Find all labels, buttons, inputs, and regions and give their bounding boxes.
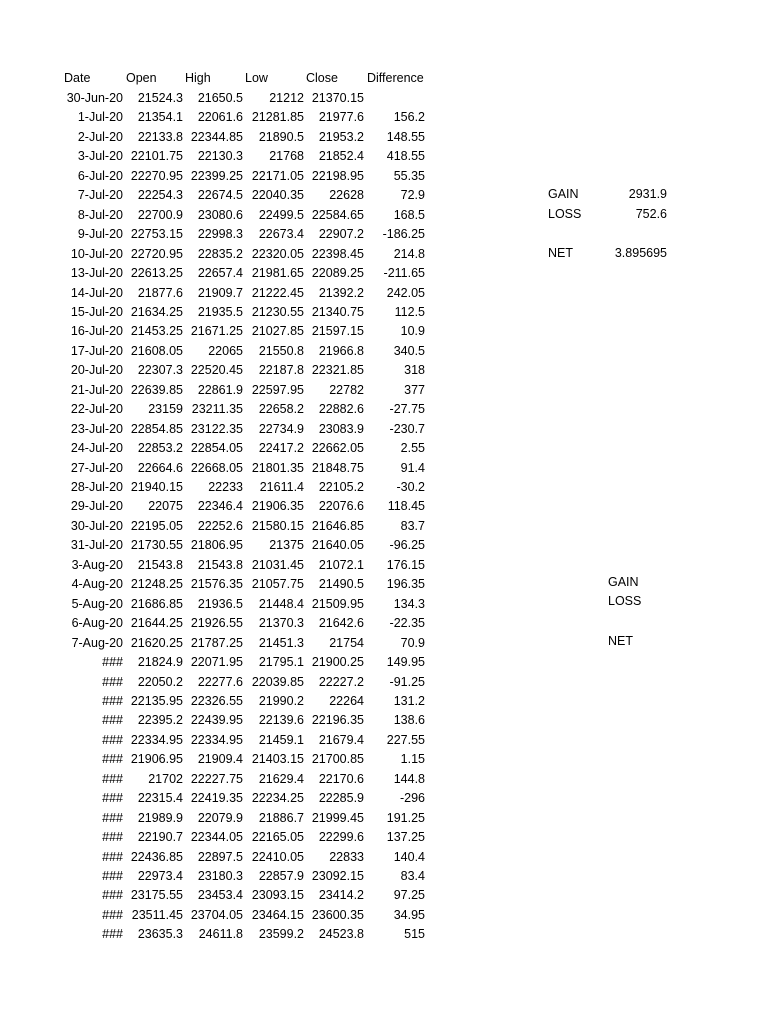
high-cell: 22277.6 (197, 674, 243, 689)
low-cell: 22499.5 (258, 207, 304, 222)
loss-label: LOSS (548, 207, 582, 221)
close-cell: 23092.15 (311, 869, 364, 883)
open-cell: 21877.6 (137, 285, 183, 300)
difference-cell: 148.55 (386, 129, 425, 144)
open-cell: 22664.6 (137, 460, 183, 475)
date-cell: ### (102, 752, 123, 767)
difference-cell: 83.7 (400, 518, 425, 533)
high-cell: 22854.05 (190, 441, 243, 456)
close-cell: 21700.85 (311, 752, 364, 767)
date-cell: 24-Jul-20 (70, 441, 123, 456)
open-cell: 21634.25 (130, 304, 183, 319)
low-cell: 21550.8 (258, 343, 304, 358)
close-cell: 22285.9 (318, 791, 364, 806)
high-cell: 22998.3 (197, 227, 243, 242)
high-cell: 22344.05 (190, 830, 243, 845)
close-cell: 21848.75 (311, 460, 364, 475)
close-cell: 22398.45 (311, 246, 364, 261)
difference-cell: 91.4 (400, 460, 425, 475)
open-cell: 21906.95 (130, 752, 183, 767)
close-cell: 23083.9 (318, 421, 364, 436)
date-cell: 3-Aug-20 (71, 557, 123, 572)
open-cell: 21686.85 (130, 596, 183, 611)
low-cell: 21031.45 (251, 557, 304, 572)
low-cell: 23093.15 (251, 888, 304, 903)
difference-cell: 112.5 (394, 304, 425, 319)
low-cell: 21448.4 (258, 596, 304, 611)
close-cell: 24523.8 (318, 927, 364, 942)
date-cell: 22-Jul-20 (70, 402, 123, 417)
close-cell: 21977.6 (318, 110, 364, 125)
open-cell: 23159 (148, 402, 183, 417)
high-cell: 21650.5 (197, 91, 243, 105)
difference-cell: 10.9 (400, 324, 425, 339)
col-header-difference: Difference (367, 71, 424, 85)
high-cell: 21926.55 (190, 616, 243, 631)
difference-cell: 131.2 (393, 693, 425, 708)
loss-value: 752.6 (635, 207, 667, 221)
open-cell: 22195.05 (130, 518, 183, 533)
difference-cell: -296 (399, 791, 425, 806)
high-cell: 21935.5 (197, 304, 243, 319)
open-cell: 21620.25 (130, 635, 183, 650)
close-cell: 21597.15 (311, 324, 364, 339)
low-cell: 21027.85 (251, 324, 304, 339)
low-cell: 22165.05 (251, 830, 304, 845)
difference-cell (364, 89, 425, 108)
date-cell: 2-Jul-20 (77, 129, 123, 144)
date-cell: ### (102, 693, 123, 708)
open-cell: 22639.85 (130, 382, 183, 397)
open-cell: 22190.7 (137, 830, 183, 845)
difference-cell: -22.35 (389, 616, 425, 631)
gain-label: GAIN (548, 187, 579, 201)
close-cell: 22170.6 (318, 771, 364, 786)
date-cell: 30-Jul-20 (70, 518, 123, 533)
high-cell: 22227.75 (190, 771, 243, 786)
low-cell: 21768 (269, 149, 304, 164)
open-cell: 21248.25 (130, 577, 183, 592)
high-cell: 23453.4 (197, 888, 243, 903)
date-cell: 3-Jul-20 (77, 149, 123, 164)
low-cell: 21375 (269, 538, 304, 553)
difference-cell: 176.15 (386, 557, 425, 572)
close-cell: 22628 (329, 188, 364, 203)
date-cell: 10-Jul-20 (70, 246, 123, 261)
close-cell: 22584.65 (311, 207, 364, 222)
net-label: NET (548, 246, 573, 260)
date-cell: 6-Jul-20 (77, 168, 123, 183)
open-cell: 21824.9 (137, 655, 183, 670)
low-cell: 21403.15 (251, 752, 304, 767)
open-cell: 22973.4 (137, 869, 183, 883)
low-cell: 21222.45 (251, 285, 304, 300)
high-cell: 22657.4 (197, 266, 243, 281)
date-cell: 13-Jul-20 (70, 266, 123, 281)
open-cell: 22101.75 (130, 149, 183, 164)
low-cell: 23464.15 (251, 907, 304, 922)
open-cell: 21453.25 (130, 324, 183, 339)
low-cell: 22320.05 (251, 246, 304, 261)
low-cell: 21629.4 (258, 771, 304, 786)
gain-value: 2931.9 (628, 187, 667, 201)
difference-cell: 138.6 (393, 713, 425, 728)
high-cell: 23180.3 (197, 869, 243, 883)
date-cell: 27-Jul-20 (70, 460, 123, 475)
high-cell: 22334.95 (190, 732, 243, 747)
low-cell: 21370.3 (258, 616, 304, 631)
date-cell: 21-Jul-20 (70, 382, 123, 397)
high-cell: 22346.4 (197, 499, 243, 514)
close-cell: 21852.4 (318, 149, 364, 164)
high-cell: 21671.25 (190, 324, 243, 339)
date-cell: ### (102, 830, 123, 845)
date-cell: ### (102, 771, 123, 786)
open-cell: 22700.9 (137, 207, 183, 222)
open-cell: 22270.95 (130, 168, 183, 183)
low-cell: 22234.25 (251, 791, 304, 806)
difference-cell: 377 (404, 382, 425, 397)
col-header-date: Date (64, 71, 91, 85)
close-cell: 22882.6 (318, 402, 364, 417)
high-cell: 22520.45 (190, 363, 243, 378)
high-cell: 23211.35 (191, 402, 243, 417)
high-cell: 21576.35 (190, 577, 243, 592)
low-cell: 22658.2 (258, 402, 304, 417)
difference-cell: 318 (404, 363, 425, 378)
open-cell: 22395.2 (137, 713, 183, 728)
open-cell: 23635.3 (137, 927, 183, 942)
close-cell: 22198.95 (311, 168, 364, 183)
open-cell: 22315.4 (137, 791, 183, 806)
open-cell: 22050.2 (137, 674, 183, 689)
date-cell: 9-Jul-20 (77, 227, 123, 242)
close-cell: 21754 (329, 635, 364, 650)
high-cell: 22897.5 (197, 849, 243, 864)
date-cell: ### (102, 849, 123, 864)
high-cell: 22071.95 (190, 655, 243, 670)
close-cell: 22907.2 (318, 227, 364, 242)
open-cell: 21524.3 (137, 91, 183, 105)
open-cell: 22436.85 (130, 849, 183, 864)
open-cell: 22334.95 (130, 732, 183, 747)
low-cell: 23599.2 (258, 927, 304, 942)
date-cell: 20-Jul-20 (70, 363, 123, 378)
low-cell: 22417.2 (258, 441, 304, 456)
close-cell: 23600.35 (311, 907, 364, 922)
date-cell: 16-Jul-20 (70, 324, 123, 339)
difference-cell: 134.3 (393, 596, 425, 611)
difference-cell: 227.55 (386, 732, 425, 747)
close-cell: 21072.1 (318, 557, 364, 572)
low-cell: 21212 (269, 91, 304, 105)
date-cell: ### (102, 674, 123, 689)
difference-cell: 214.8 (393, 246, 425, 261)
date-cell: ### (102, 927, 123, 942)
open-cell: 22753.15 (130, 227, 183, 242)
date-cell: 29-Jul-20 (70, 499, 123, 514)
open-cell: 22133.8 (137, 129, 183, 144)
date-cell: ### (102, 888, 123, 903)
high-cell: 21543.8 (197, 557, 243, 572)
close-cell: 22662.05 (311, 441, 364, 456)
close-cell: 22196.35 (311, 713, 364, 728)
high-cell: 22399.25 (190, 168, 243, 183)
open-cell: 21730.55 (130, 538, 183, 553)
high-cell: 22835.2 (197, 246, 243, 261)
low-cell: 22734.9 (258, 421, 304, 436)
close-cell: 21509.95 (311, 596, 364, 611)
close-cell: 22076.6 (318, 499, 364, 514)
close-cell: 21900.25 (311, 655, 364, 670)
difference-cell: 70.9 (400, 635, 425, 650)
col-header-close: Close (306, 71, 338, 85)
difference-cell: 118.45 (387, 499, 425, 514)
difference-cell: -211.65 (383, 266, 425, 281)
high-cell: 22674.5 (197, 188, 243, 203)
date-cell: 5-Aug-20 (71, 596, 123, 611)
close-cell: 21646.85 (311, 518, 364, 533)
difference-cell: 418.55 (386, 149, 425, 164)
difference-cell: -96.25 (389, 538, 425, 553)
difference-cell: 191.25 (386, 810, 425, 825)
close-cell: 22264 (329, 693, 364, 708)
close-cell: 22321.85 (311, 363, 364, 378)
low-cell: 22040.35 (251, 188, 304, 203)
difference-cell: 1.15 (400, 752, 425, 767)
difference-cell: 97.25 (393, 888, 425, 903)
low-cell: 21281.85 (251, 110, 304, 125)
date-cell: ### (102, 869, 123, 883)
difference-cell: -30.2 (396, 480, 425, 494)
high-cell: 21787.25 (190, 635, 243, 650)
date-cell: 14-Jul-20 (70, 285, 123, 300)
date-cell: 4-Aug-20 (71, 577, 123, 592)
date-cell: 15-Jul-20 (70, 304, 123, 319)
high-cell: 23704.05 (190, 907, 243, 922)
low-cell: 22039.85 (251, 674, 304, 689)
high-cell: 22233 (208, 480, 243, 494)
difference-cell: 149.95 (386, 655, 425, 670)
low-cell: 21906.35 (251, 499, 304, 514)
date-cell: ### (102, 713, 123, 728)
low-cell: 21451.3 (258, 635, 304, 650)
open-cell: 21702 (148, 771, 183, 786)
low-cell: 22857.9 (258, 869, 304, 883)
low-cell: 21459.1 (258, 732, 304, 747)
date-cell: 23-Jul-20 (70, 421, 123, 436)
close-cell: 22227.2 (318, 674, 364, 689)
low-cell: 22410.05 (251, 849, 304, 864)
open-cell: 21989.9 (137, 810, 183, 825)
open-cell: 21940.15 (130, 480, 183, 494)
difference-cell: 137.25 (386, 830, 425, 845)
low-cell: 22139.6 (258, 713, 304, 728)
low-cell: 21801.35 (251, 460, 304, 475)
difference-cell: 168.5 (393, 207, 425, 222)
close-cell: 21490.5 (318, 577, 364, 592)
low-cell: 21795.1 (258, 655, 304, 670)
open-cell: 22135.95 (130, 693, 183, 708)
date-cell: ### (102, 655, 123, 670)
high-cell: 21909.7 (197, 285, 243, 300)
close-cell: 21999.45 (311, 810, 364, 825)
open-cell: 22613.25 (130, 266, 183, 281)
difference-cell: 144.8 (393, 771, 425, 786)
difference-cell: -186.25 (382, 227, 425, 242)
high-cell: 22861.9 (197, 382, 243, 397)
high-cell: 21909.4 (197, 752, 243, 767)
low-cell: 21580.15 (251, 518, 304, 533)
difference-cell: 140.4 (393, 849, 425, 864)
difference-cell: 156.2 (393, 110, 425, 125)
high-cell: 22439.95 (190, 713, 243, 728)
close-cell: 22299.6 (318, 830, 364, 845)
low-cell: 21981.65 (251, 266, 304, 281)
high-cell: 22061.6 (197, 110, 243, 125)
open-cell: 21354.1 (137, 110, 183, 125)
close-cell: 21392.2 (318, 285, 364, 300)
close-cell: 22089.25 (311, 266, 364, 281)
low-cell: 22171.05 (251, 168, 304, 183)
high-cell: 24611.8 (198, 927, 243, 942)
difference-cell: 2.55 (400, 441, 425, 456)
open-cell: 22854.85 (130, 421, 183, 436)
difference-cell: -230.7 (389, 421, 425, 436)
close-cell: 22833 (329, 849, 364, 864)
col-header-low: Low (245, 71, 268, 85)
date-cell: ### (102, 907, 123, 922)
date-cell: 28-Jul-20 (70, 480, 123, 494)
low-cell: 21886.7 (258, 810, 304, 825)
low-cell: 21057.75 (251, 577, 304, 592)
loss-label-2: LOSS (608, 594, 642, 608)
net-label-2: NET (608, 634, 633, 648)
date-cell: ### (102, 791, 123, 806)
close-cell: 21966.8 (318, 343, 364, 358)
low-cell: 21990.2 (258, 693, 304, 708)
low-cell: 22187.8 (258, 363, 304, 378)
close-cell: 21679.4 (318, 732, 364, 747)
open-cell: 22853.2 (137, 441, 183, 456)
low-cell: 21890.5 (258, 129, 304, 144)
open-cell: 23511.45 (131, 907, 183, 922)
high-cell: 21936.5 (197, 596, 243, 611)
open-cell: 22720.95 (130, 246, 183, 261)
high-cell: 22079.9 (197, 810, 243, 825)
date-cell: 31-Jul-20 (70, 538, 123, 553)
close-cell: 23414.2 (318, 888, 364, 903)
gain-label-2: GAIN (608, 575, 639, 589)
close-cell: 22782 (329, 382, 364, 397)
close-cell: 22105.2 (318, 480, 364, 494)
high-cell: 22252.6 (197, 518, 243, 533)
close-cell: 21370.15 (311, 91, 364, 105)
difference-cell: 83.4 (400, 869, 425, 883)
open-cell: 22254.3 (137, 188, 183, 203)
high-cell: 22419.35 (190, 791, 243, 806)
difference-cell: -27.75 (389, 402, 425, 417)
close-cell: 21340.75 (311, 304, 364, 319)
low-cell: 22597.95 (251, 382, 304, 397)
high-cell: 22130.3 (197, 149, 243, 164)
col-header-high: High (185, 71, 211, 85)
high-cell: 21806.95 (190, 538, 243, 553)
date-cell: 6-Aug-20 (71, 616, 123, 631)
high-cell: 23122.35 (190, 421, 243, 436)
open-cell: 21543.8 (137, 557, 183, 572)
difference-cell: 242.05 (386, 285, 425, 300)
difference-cell: 72.9 (400, 188, 425, 203)
close-cell: 21953.2 (318, 129, 364, 144)
low-cell: 21611.4 (259, 480, 304, 494)
difference-cell: 340.5 (393, 343, 425, 358)
difference-cell: 55.35 (393, 168, 425, 183)
open-cell: 21608.05 (130, 343, 183, 358)
high-cell: 22065 (208, 343, 243, 358)
difference-cell: 515 (404, 927, 425, 942)
date-cell: 17-Jul-20 (70, 343, 123, 358)
open-cell: 23175.55 (130, 888, 183, 903)
date-cell: ### (102, 732, 123, 747)
open-cell: 22307.3 (137, 363, 183, 378)
close-cell: 21642.6 (318, 616, 364, 631)
difference-cell: -91.25 (389, 674, 425, 689)
difference-cell: 196.35 (386, 577, 425, 592)
high-cell: 22326.55 (190, 693, 243, 708)
difference-cell: 34.95 (393, 907, 425, 922)
low-cell: 21230.55 (251, 304, 304, 319)
open-cell: 21644.25 (130, 616, 183, 631)
date-cell: ### (102, 810, 123, 825)
date-cell: 1-Jul-20 (77, 110, 123, 125)
net-value: 3.895695 (614, 246, 667, 260)
high-cell: 23080.6 (197, 207, 243, 222)
col-header-open: Open (126, 71, 157, 85)
date-cell: 8-Jul-20 (77, 207, 123, 222)
date-cell: 7-Jul-20 (77, 188, 123, 203)
high-cell: 22344.85 (190, 129, 243, 144)
close-cell: 21640.05 (311, 538, 364, 553)
high-cell: 22668.05 (190, 460, 243, 475)
date-cell: 7-Aug-20 (71, 635, 123, 650)
open-cell: 22075 (148, 499, 183, 514)
low-cell: 22673.4 (258, 227, 304, 242)
date-cell: 30-Jun-20 (66, 91, 123, 105)
